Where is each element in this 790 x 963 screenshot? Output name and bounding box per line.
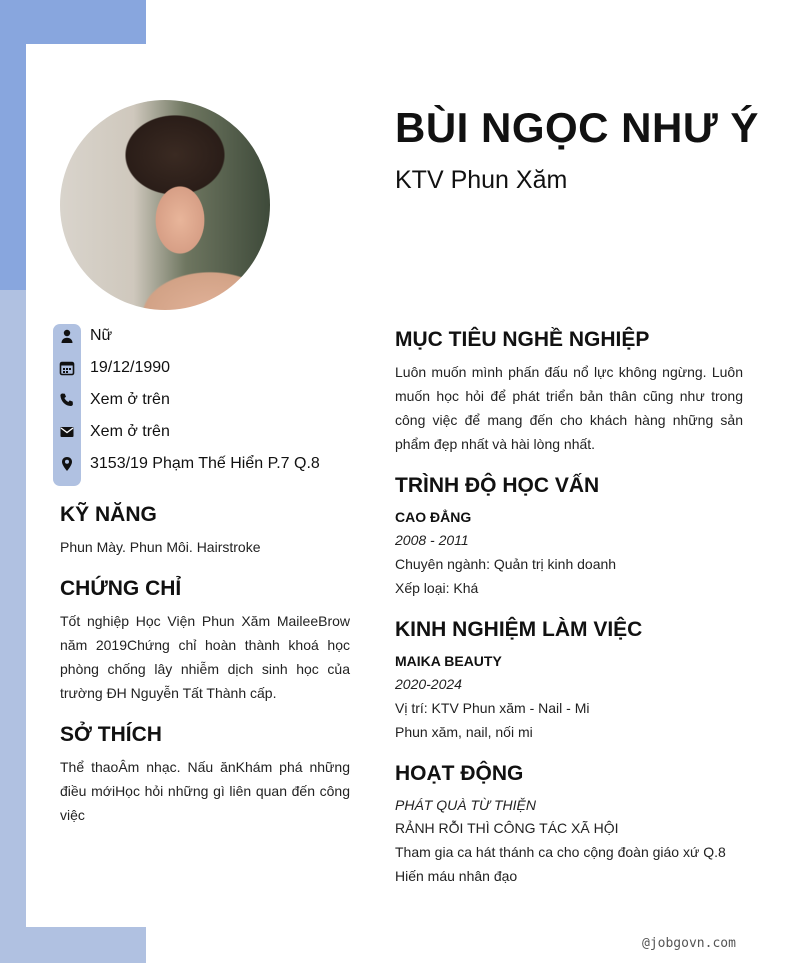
skills-text: Phun Mày. Phun Môi. Hairstroke — [60, 539, 261, 555]
activities-line-2: Tham gia ca hát thánh ca cho cộng đoàn giáo xứ Q.8 — [395, 844, 726, 860]
education-heading: TRÌNH ĐỘ HỌC VẤN — [395, 474, 600, 497]
experience-period: 2020-2024 — [395, 676, 462, 692]
hobbies-heading: SỞ THÍCH — [60, 723, 162, 746]
education-school: CAO ĐẲNG — [395, 509, 472, 525]
mail-icon — [58, 423, 76, 441]
education-grade: Xếp loại: Khá — [395, 580, 479, 596]
certificates-heading: CHỨNG CHỈ — [60, 577, 182, 600]
address-text: 3153/19 Phạm Thế Hiển P.7 Q.8 — [90, 455, 320, 472]
phone-text: Xem ở trên — [90, 391, 170, 408]
education-period: 2008 - 2011 — [395, 532, 469, 548]
calendar-icon — [58, 359, 76, 377]
birthday-text: 19/12/1990 — [90, 359, 171, 376]
hobbies-text: Thể thaoÂm nhạc. Nấu ănKhám phá những điều mớiHọc hỏi những gì liên quan đến công việc — [60, 759, 350, 823]
objective-text: Luôn muốn mình phấn đấu nổ lực không ngừng. Luôn muốn học hỏi để phát triển bản thân cũng như trong công việc để mang đến cho khách hàng những sản phẩm đẹp nhất và hài lòng nhất. — [395, 364, 743, 452]
footer-watermark: @jobgovn.com — [642, 936, 736, 951]
candidate-role: KTV Phun Xăm — [395, 166, 568, 194]
activities-title: PHÁT QUÀ TỪ THIỆN — [395, 797, 537, 813]
objective-heading: MỤC TIÊU NGHỀ NGHIỆP — [395, 328, 650, 351]
education-major: Chuyên ngành: Quản trị kinh doanh — [395, 556, 617, 572]
gender-text: Nữ — [90, 327, 113, 344]
location-pin-icon — [58, 455, 76, 473]
certificates-text: Tốt nghiệp Học Viện Phun Xăm MaileeBrow năm 2019Chứng chỉ hoàn thành khoá học phòng chống lây nhiễm dịch sinh học của trường ĐH Nguyễn Tất Thành cấp. — [60, 613, 350, 701]
skills-heading: KỸ NĂNG — [60, 503, 157, 526]
activities-line-1: RẢNH RỖI THÌ CÔNG TÁC XÃ HỘI — [395, 820, 619, 836]
candidate-name: BÙI NGỌC NHƯ Ý — [395, 104, 759, 151]
avatar — [60, 100, 270, 310]
contact-birthday — [58, 356, 171, 380]
contact-phone — [58, 388, 170, 412]
contact-email — [58, 420, 170, 444]
experience-company: MAIKA BEAUTY — [395, 653, 502, 669]
phone-icon — [58, 391, 76, 409]
email-text: Xem ở trên — [90, 423, 170, 440]
person-icon — [58, 327, 76, 345]
activities-heading: HOẠT ĐỘNG — [395, 762, 524, 785]
contact-address — [58, 452, 320, 476]
experience-duties: Phun xăm, nail, nối mi — [395, 724, 533, 740]
activities-line-3: Hiến máu nhân đạo — [395, 868, 518, 884]
experience-heading: KINH NGHIỆM LÀM VIỆC — [395, 618, 643, 641]
experience-position: Vị trí: KTV Phun xăm - Nail - Mi — [395, 700, 590, 716]
contact-gender — [58, 324, 113, 348]
